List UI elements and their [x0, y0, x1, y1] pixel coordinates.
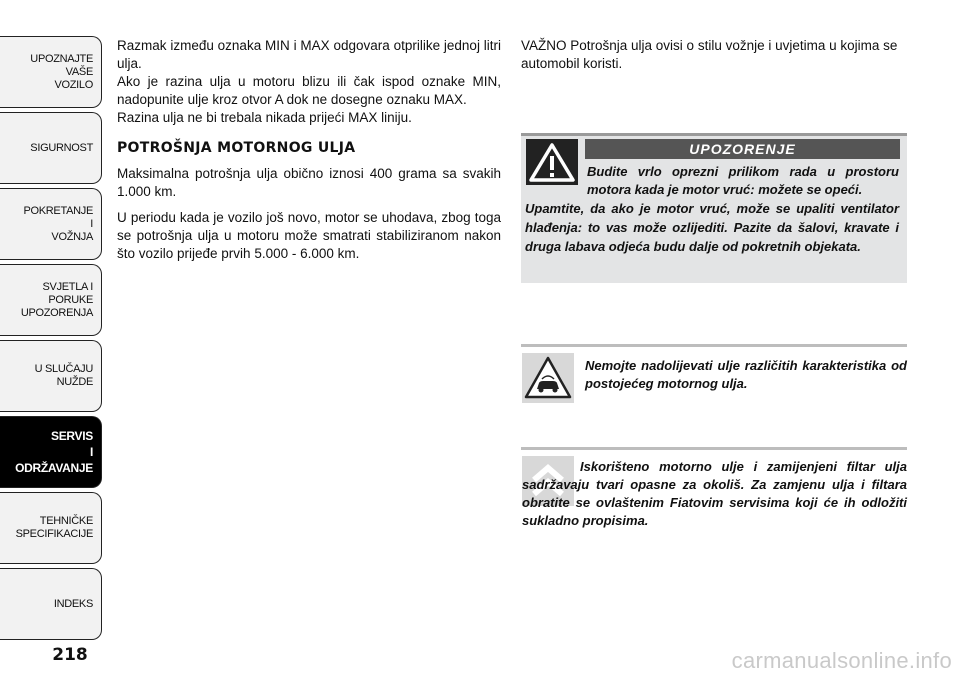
section-heading: POTROŠNJA MOTORNOG ULJA — [117, 140, 356, 156]
tab-u-slucaju-nuzde[interactable] — [0, 340, 102, 412]
paragraph-consumption: Maksimalna potrošnja ulja obično iznosi 400 grama sa svakih 1.000 km. — [117, 166, 501, 199]
tab-pokretanje-i-voznja[interactable] — [0, 188, 102, 260]
tab-label: TEHNIČKE SPECIFIKACIJE — [15, 515, 93, 540]
paragraph-min-max: Razmak između oznaka MIN i MAX odgovara otprilike jednoj litri ulja. — [117, 38, 501, 71]
left-column — [117, 37, 501, 263]
tab-label: POKRETANJE I VOŽNJA — [23, 204, 93, 243]
note-divider — [521, 447, 907, 450]
important-note: VAŽNO Potrošnja ulja ovisi o stilu vožnje i uvjetima u kojima se automobil koristi. — [521, 38, 898, 71]
tab-label: INDEKS — [53, 597, 93, 610]
tab-tehnicke-specifikacije[interactable] — [0, 492, 102, 564]
tab-upoznajte-vase-vozilo[interactable] — [0, 36, 102, 108]
tab-indeks[interactable] — [0, 568, 102, 640]
warning-header: UPOZORENJE — [585, 139, 900, 159]
paragraph-break-in: U periodu kada je vozilo još novo, motor se uhodava, zbog toga se potrošnja ulja u motoru može smatrati stabiliziranom nakon što vozilo prijeđe prvih 5.000 - 6.000 km. — [117, 210, 501, 261]
note-oil-compatibility: Nemojte nadolijevati ulje različitih karakteristika od postojećeg motornog ulja. — [585, 358, 907, 391]
watermark: carmanualsonline.info — [731, 648, 952, 673]
car-caution-icon — [522, 353, 574, 403]
warning-body-text: Upamtite, da ako je motor vruć, može se upaliti ventilator hlađenja: to vas može ozlijediti. Pazite da šalovi, kravate i druga labava odjeća budu dalje od pokretnih objekata. — [525, 201, 899, 254]
warning-triangle-icon — [526, 139, 578, 185]
paragraph-max-line: Razina ulja ne bi trebala nikada prijeći MAX liniju. — [117, 110, 412, 125]
tab-label: SIGURNOST — [30, 141, 93, 154]
page-number: 218 — [52, 645, 88, 665]
tab-sigurnost[interactable] — [0, 112, 102, 184]
tab-label: U SLUČAJU NUŽDE — [34, 363, 93, 388]
note-oil-disposal: Iskorišteno motorno ulje i zamijenjeni filtar ulja sadržavaju tvari opasne za okoliš. Za zamjenu ulja i filtara obratite se ovlaštenim Fiatovim servisima koji će ih odložiti sukladno propisima. — [522, 459, 907, 528]
paragraph-refill: Ako je razina ulja u motoru blizu ili čak ispod oznake MIN, nadopunite ulje kroz otvor A dok ne dosegne oznaku MAX. — [117, 74, 501, 107]
tab-svjetla-i-poruke[interactable] — [0, 264, 102, 336]
tab-servis-i-odrzavanje[interactable] — [0, 416, 102, 488]
note-divider — [521, 344, 907, 347]
warning-lead-text: Budite vrlo oprezni prilikom rada u prostoru motora kada je motor vruć: možete se opeći. — [587, 164, 899, 197]
tab-label: SERVIS I ODRŽAVANJE — [15, 429, 93, 475]
tab-label: SVJETLA I PORUKE UPOZORENJA — [20, 280, 93, 319]
tab-label: UPOZNAJTE VAŠE VOZILO — [30, 52, 93, 91]
